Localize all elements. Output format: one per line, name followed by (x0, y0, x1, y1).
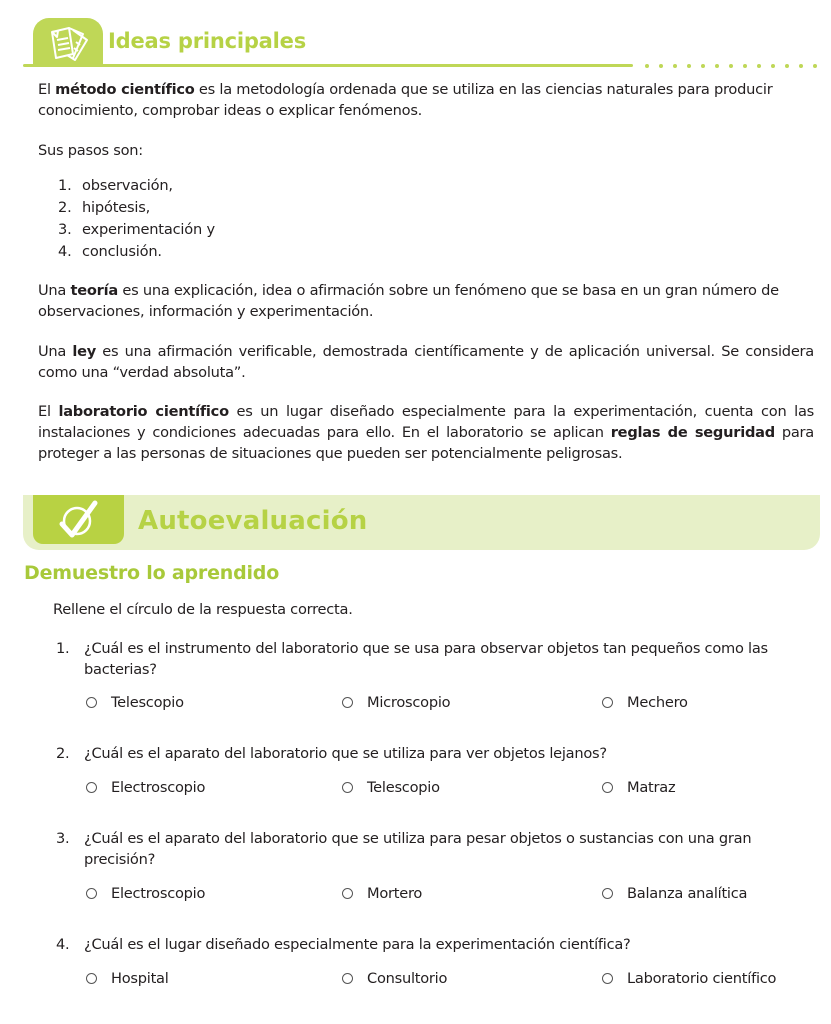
subsection-title: Demuestro lo aprendido (24, 562, 280, 584)
radio-circle-icon[interactable] (602, 697, 613, 708)
term-teoria: teoría (70, 282, 118, 299)
radio-circle-icon[interactable] (342, 888, 353, 899)
instruction-text: Rellene el círculo de la respuesta correcta. (53, 601, 353, 618)
question-4: 4. ¿Cuál es el lugar diseñado especialmente para la experimentación científica? (56, 936, 631, 953)
option-radio[interactable]: Electroscopio (86, 885, 205, 902)
term-reglas: reglas de seguridad (610, 424, 775, 441)
option-radio[interactable]: Consultorio (342, 970, 447, 987)
steps-list (58, 175, 215, 263)
question-2: 2. ¿Cuál es el aparato del laboratorio que se utiliza para ver objetos lejanos? (56, 745, 607, 762)
option-radio[interactable]: Telescopio (342, 779, 440, 796)
autoevaluacion-title: Autoevaluación (138, 506, 368, 536)
option-radio[interactable]: Telescopio (86, 694, 184, 711)
section-title: Ideas principales (108, 29, 306, 53)
radio-circle-icon[interactable] (86, 697, 97, 708)
radio-circle-icon[interactable] (602, 888, 613, 899)
paragraph-ley: Una ley es una afirmación verificable, demostrada científicamente y de aplicación universal. Se considera como una “verdad absoluta”. (38, 343, 814, 381)
step-item: 2. hipótesis, (58, 199, 151, 216)
option-radio[interactable]: Mortero (342, 885, 422, 902)
term-ley: ley (72, 343, 97, 360)
step-item: 1. observación, (58, 177, 173, 194)
radio-circle-icon[interactable] (342, 697, 353, 708)
option-radio[interactable]: Balanza analítica (602, 885, 747, 902)
steps-intro: Sus pasos son: (38, 142, 143, 159)
check-circle-icon (55, 500, 101, 540)
option-radio[interactable]: Mechero (602, 694, 688, 711)
radio-circle-icon[interactable] (86, 782, 97, 793)
question-3: 3. ¿Cuál es el aparato del laboratorio que se utiliza para pesar objetos o sustancias con una gran precisión? (56, 830, 752, 868)
radio-circle-icon[interactable] (86, 888, 97, 899)
radio-circle-icon[interactable] (602, 782, 613, 793)
question-1: 1. ¿Cuál es el instrumento del laboratorio que se usa para observar objetos tan pequeños como las bacterias? (56, 640, 768, 678)
option-radio[interactable]: Matraz (602, 779, 675, 796)
term-metodo: método científico (55, 81, 195, 98)
radio-circle-icon[interactable] (602, 973, 613, 984)
header-dots (645, 64, 817, 68)
radio-circle-icon[interactable] (86, 973, 97, 984)
option-radio[interactable]: Electroscopio (86, 779, 205, 796)
step-item: 3. experimentación y (58, 221, 215, 238)
step-item: 4. conclusión. (58, 243, 162, 260)
documents-icon (43, 24, 93, 64)
option-radio[interactable]: Microscopio (342, 694, 450, 711)
option-radio[interactable]: Laboratorio científico (602, 970, 776, 987)
paragraph-metodo: El método científico es la metodología ordenada que se utiliza en las ciencias naturales para producir conocimiento, comprobar ideas o explicar fenómenos. (38, 81, 773, 119)
term-laboratorio: laboratorio científico (58, 403, 229, 420)
paragraph-laboratorio: El laboratorio científico es un lugar diseñado especialmente para la experimentación, cuenta con las instalaciones y condiciones adecuadas para ello. En el laboratorio se aplican reglas de seguridad para proteger a las personas de situaciones que pueden ser potencialmente peligrosas. (38, 403, 815, 462)
paragraph-teoria: Una teoría es una explicación, idea o afirmación sobre un fenómeno que se basa en un gran número de observaciones, información y experimentación. (38, 282, 779, 320)
autoevaluacion-tab (33, 495, 124, 544)
radio-circle-icon[interactable] (342, 782, 353, 793)
option-radio[interactable]: Hospital (86, 970, 169, 987)
radio-circle-icon[interactable] (342, 973, 353, 984)
ideas-tab (33, 18, 103, 66)
header-underline (23, 64, 633, 67)
